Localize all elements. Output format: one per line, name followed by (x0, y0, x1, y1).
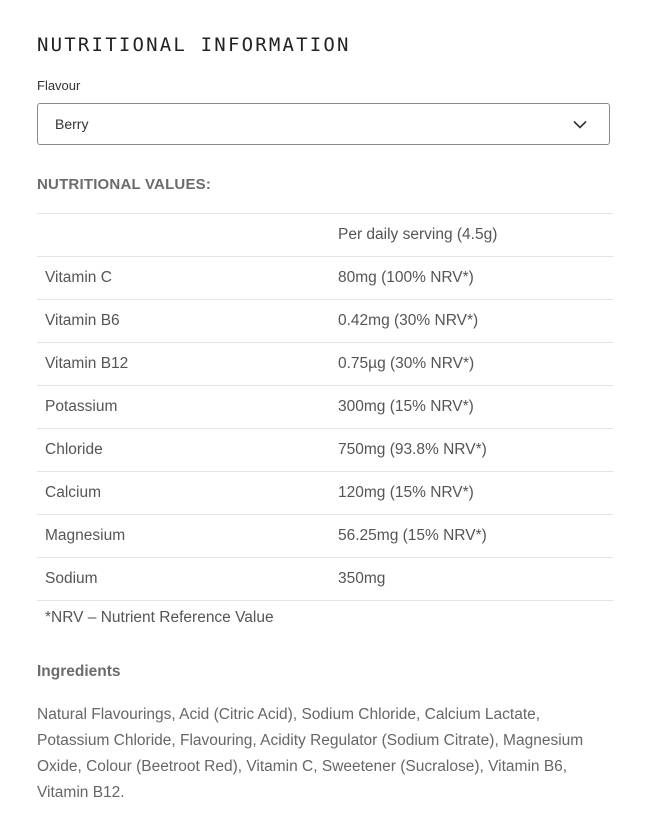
nutrient-value: 56.25mg (15% NRV*) (338, 527, 487, 544)
table-row (37, 515, 613, 558)
flavour-selected-value: Berry (55, 116, 89, 132)
table-header-row (37, 214, 613, 257)
nutrient-name: Potassium (45, 398, 118, 415)
table-row (37, 558, 613, 601)
nutrient-name: Calcium (45, 484, 101, 501)
nutrient-name: Vitamin B12 (45, 355, 129, 372)
chevron-down-icon (573, 120, 587, 129)
nutrient-value: 300mg (15% NRV*) (338, 398, 474, 415)
nrv-footnote: *NRV – Nutrient Reference Value (45, 609, 274, 626)
table-row (37, 472, 613, 515)
table-row (37, 343, 613, 386)
table-row (37, 300, 613, 343)
nutrient-value: 750mg (93.8% NRV*) (338, 441, 487, 458)
nutrient-value: 350mg (338, 570, 386, 587)
nutrient-value: 0.42mg (30% NRV*) (338, 312, 479, 329)
page-title: NUTRITIONAL INFORMATION (37, 34, 351, 56)
nutrient-name: Vitamin B6 (45, 312, 120, 329)
nutrient-value: 120mg (15% NRV*) (338, 484, 474, 501)
table-row (37, 257, 613, 300)
ingredients-heading: Ingredients (37, 663, 121, 680)
nutrient-name: Magnesium (45, 527, 126, 544)
ingredients-text: Natural Flavourings, Acid (Citric Acid), Sodium Chloride, Calcium Lactate, Potassium Chloride, Flavouring, Acidity Regulator (Sodium Citrate), Magnesium Oxide, Colour (Beetroot Red), Vitamin C, Sweetener (Sucralose), Vitamin B6, Vitamin B12. (37, 706, 584, 801)
nutritional-values-heading: NUTRITIONAL VALUES: (37, 176, 212, 193)
table-row (37, 429, 613, 472)
flavour-select[interactable] (37, 103, 610, 145)
nutrient-name: Sodium (45, 570, 98, 587)
nutrient-name: Chloride (45, 441, 103, 458)
nutrient-value: 0.75µg (30% NRV*) (338, 355, 475, 372)
nutrition-table (37, 213, 613, 601)
nutrient-name: Vitamin C (45, 269, 112, 286)
flavour-label: Flavour (37, 78, 81, 93)
table-row (37, 386, 613, 429)
column-header-per-serving: Per daily serving (4.5g) (338, 226, 498, 243)
nutrient-value: 80mg (100% NRV*) (338, 269, 474, 286)
